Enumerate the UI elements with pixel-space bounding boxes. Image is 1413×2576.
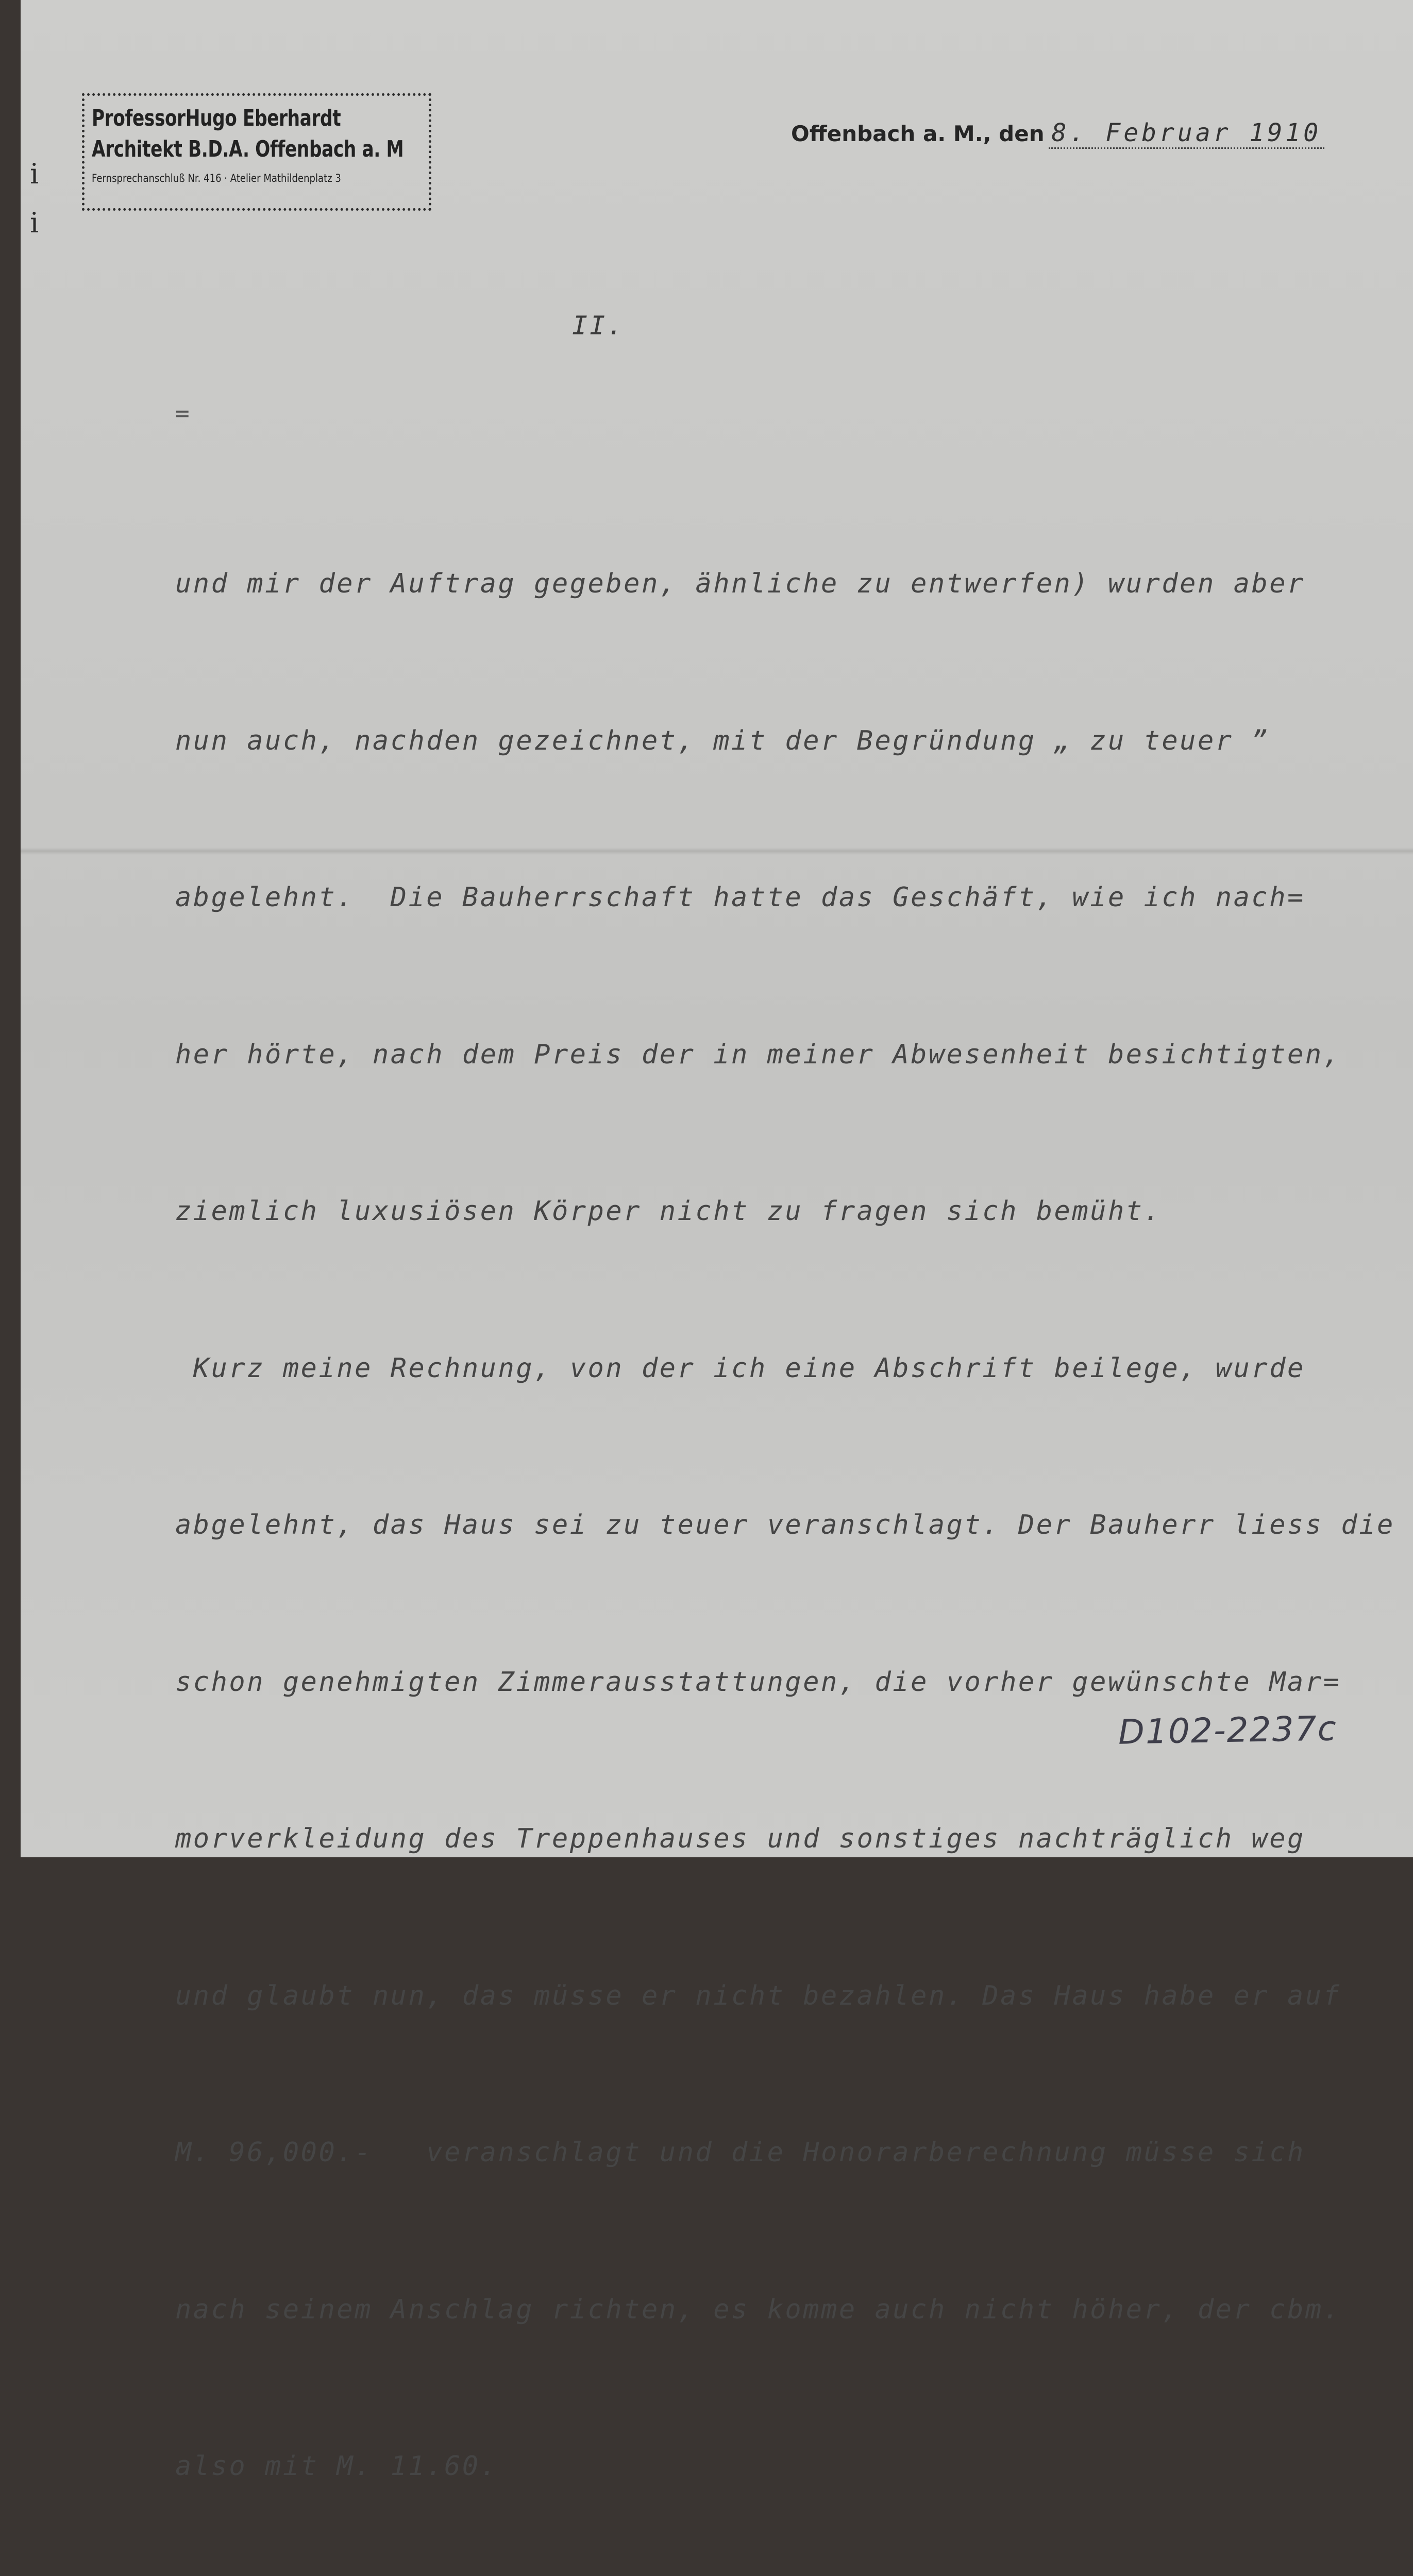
body-line: und mir der Auftrag gegeben, ähnliche zu entwerfen) wurden aber [175, 568, 1305, 599]
punch-mark: i [30, 207, 39, 239]
archive-signature: D102-2237c [1118, 1708, 1338, 1752]
body-line: abgelehnt. Die Bauherrschaft hatte das Geschäft, wie ich nach= [175, 882, 1305, 913]
letterhead-stamp [82, 93, 431, 211]
body-line: nach seinem Anschlag richten, es komme auch nicht höher, der cbm. [175, 2294, 1341, 2325]
letterhead-title: Architekt B.D.A. Offenbach a. M [92, 136, 404, 162]
body-line: her hörte, nach dem Preis der in meiner Abwesenheit besichtigten, [175, 1039, 1341, 1070]
dateline [791, 118, 1324, 155]
body-line: morverkleidung des Treppenhauses und sonstiges nachträglich weg [175, 1823, 1305, 1854]
body-line: und glaubt nun, das müsse er nicht bezahlen. Das Haus habe er auf [175, 1980, 1341, 2011]
letterhead-contact: Fernsprechanschluß Nr. 416 · Atelier Mathildenplatz 3 [92, 172, 341, 184]
body-line: abgelehnt, das Haus sei zu teuer veranschlagt. Der Bauherr liess die [175, 1510, 1395, 1540]
body-line: M. 96,000.- veranschlagt und die Honorarberechnung müsse sich [175, 2137, 1305, 2168]
letter-body [175, 453, 1395, 2576]
dateline-place: Offenbach a. M., den [791, 121, 1045, 146]
body-line: ziemlich luxusiösen Körper nicht zu fragen sich bemüht. [175, 1196, 1162, 1227]
body-line: also mit M. 11.60. [175, 2451, 498, 2482]
body-line: Kurz meine Rechnung, von der ich eine Abschrift beilege, wurde [175, 1352, 1305, 1384]
dateline-date: 8. Februar 1910 [1049, 118, 1324, 149]
letterhead-name: ProfessorHugo Eberhardt [92, 105, 341, 131]
punch-marks [30, 149, 45, 247]
body-line: schon genehmigten Zimmerausstattungen, die vorher gewünschte Mar= [175, 1666, 1341, 1698]
page-number: II. [572, 311, 625, 341]
dash-mark: = [175, 399, 190, 427]
body-line: nun auch, nachden gezeichnet, mit der Begründung „ zu teuer ” [175, 725, 1270, 756]
punch-mark: i [30, 158, 39, 190]
